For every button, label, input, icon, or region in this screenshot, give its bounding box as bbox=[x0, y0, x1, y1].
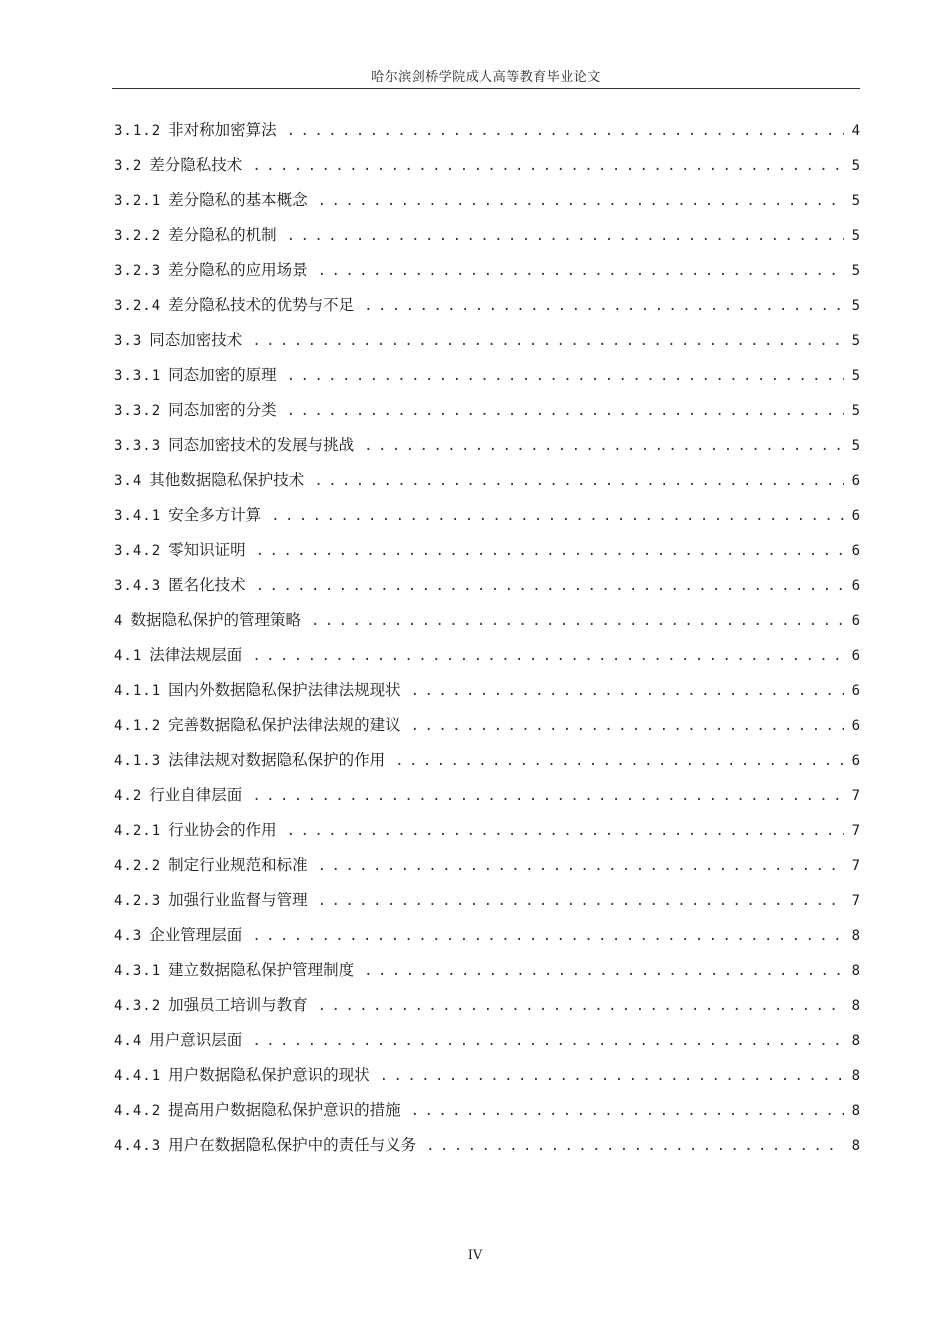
toc-entry-title: 非对称加密算法 bbox=[168, 121, 277, 139]
toc-entry-page: 6 bbox=[851, 613, 860, 629]
toc-entry[interactable] bbox=[114, 886, 860, 921]
toc-entry[interactable] bbox=[114, 291, 860, 326]
toc-dot-leader bbox=[287, 362, 844, 390]
toc-entry-number: 4.2.3 bbox=[114, 893, 162, 909]
toc-entry-page: 6 bbox=[851, 543, 860, 559]
toc-dot-leader bbox=[252, 1027, 843, 1055]
toc-entry[interactable] bbox=[114, 361, 860, 396]
toc-entry-number: 4.2.1 bbox=[114, 823, 162, 839]
toc-entry-title: 差分隐私的机制 bbox=[168, 226, 277, 244]
toc-dot-leader bbox=[364, 432, 843, 460]
toc-dot-leader bbox=[364, 292, 843, 320]
running-header: 哈尔滨剑桥学院成人高等教育毕业论文 bbox=[371, 70, 601, 85]
toc-dot-leader bbox=[318, 992, 844, 1020]
toc-entry-title: 用户意识层面 bbox=[149, 1031, 243, 1049]
toc-dot-leader bbox=[287, 117, 844, 145]
toc-entry[interactable] bbox=[114, 816, 860, 851]
toc-entry-page: 8 bbox=[851, 963, 860, 979]
toc-entry[interactable] bbox=[114, 396, 860, 431]
toc-entry-number: 3.4.3 bbox=[114, 578, 162, 594]
toc-entry-number: 4.1.2 bbox=[114, 718, 162, 734]
toc-entry[interactable] bbox=[114, 1131, 860, 1166]
toc-entry[interactable] bbox=[114, 1026, 860, 1061]
toc-entry-page: 6 bbox=[851, 753, 860, 769]
toc-dot-leader bbox=[271, 502, 843, 530]
toc-entry-page: 5 bbox=[851, 228, 860, 244]
toc-entry-title: 差分隐私技术的优势与不足 bbox=[168, 296, 355, 314]
toc-entry-page: 8 bbox=[851, 1033, 860, 1049]
toc-entry-title: 加强员工培训与教育 bbox=[168, 996, 308, 1014]
toc-entry[interactable] bbox=[114, 991, 860, 1026]
toc-entry-title: 行业协会的作用 bbox=[168, 821, 277, 839]
toc-entry-title: 差分隐私的应用场景 bbox=[168, 261, 308, 279]
toc-entry-number: 4.4 bbox=[114, 1033, 143, 1049]
toc-dot-leader bbox=[318, 187, 844, 215]
toc-dot-leader bbox=[314, 467, 843, 495]
toc-entry-title: 其他数据隐私保护技术 bbox=[149, 471, 305, 489]
toc-entry-title: 安全多方计算 bbox=[168, 506, 262, 524]
toc-entry[interactable] bbox=[114, 711, 860, 746]
toc-dot-leader bbox=[411, 677, 844, 705]
toc-dot-leader bbox=[318, 887, 844, 915]
toc-entry-number: 3.4 bbox=[114, 473, 143, 489]
toc-entry[interactable] bbox=[114, 221, 860, 256]
toc-dot-leader bbox=[256, 572, 844, 600]
toc-entry-title: 行业自律层面 bbox=[149, 786, 243, 804]
toc-entry-title: 加强行业监督与管理 bbox=[168, 891, 308, 909]
toc-entry-page: 8 bbox=[851, 928, 860, 944]
toc-entry-page: 7 bbox=[851, 858, 860, 874]
toc-entry-title: 完善数据隐私保护法律法规的建议 bbox=[168, 716, 401, 734]
toc-dot-leader bbox=[252, 327, 843, 355]
toc-entry-page: 6 bbox=[851, 718, 860, 734]
toc-entry-page: 5 bbox=[851, 333, 860, 349]
toc-entry[interactable] bbox=[114, 746, 860, 781]
toc-entry[interactable] bbox=[114, 431, 860, 466]
toc-dot-leader bbox=[287, 817, 844, 845]
toc-entry-number: 4.1.3 bbox=[114, 753, 162, 769]
toc-entry-number: 4.4.2 bbox=[114, 1103, 162, 1119]
toc-entry-number: 4.1 bbox=[114, 648, 143, 664]
toc-entry-title: 制定行业规范和标准 bbox=[168, 856, 308, 874]
toc-entry-page: 6 bbox=[851, 473, 860, 489]
toc-entry-number: 4 bbox=[114, 613, 124, 629]
toc-entry[interactable] bbox=[114, 571, 860, 606]
toc-entry-title: 同态加密技术的发展与挑战 bbox=[168, 436, 355, 454]
toc-dot-leader bbox=[426, 1132, 843, 1160]
toc-entry-number: 4.2 bbox=[114, 788, 143, 804]
toc-entry-page: 5 bbox=[851, 158, 860, 174]
toc-entry[interactable] bbox=[114, 851, 860, 886]
toc-entry-number: 3.4.2 bbox=[114, 543, 162, 559]
toc-dot-leader bbox=[287, 222, 844, 250]
toc-entry-number: 4.1.1 bbox=[114, 683, 162, 699]
toc-entry-number: 3.2.3 bbox=[114, 263, 162, 279]
toc-entry[interactable] bbox=[114, 1061, 860, 1096]
toc-entry-title: 用户数据隐私保护意识的现状 bbox=[168, 1066, 370, 1084]
toc-entry[interactable] bbox=[114, 921, 860, 956]
toc-entry-title: 法律法规对数据隐私保护的作用 bbox=[168, 751, 386, 769]
toc-entry[interactable] bbox=[114, 781, 860, 816]
toc-dot-leader bbox=[318, 852, 844, 880]
toc-entry-page: 6 bbox=[851, 578, 860, 594]
toc-entry-number: 4.3.2 bbox=[114, 998, 162, 1014]
toc-entry-page: 7 bbox=[851, 823, 860, 839]
toc-entry-number: 3.2.2 bbox=[114, 228, 162, 244]
toc-entry-number: 3.2.1 bbox=[114, 193, 162, 209]
toc-entry-page: 5 bbox=[851, 298, 860, 314]
toc-dot-leader bbox=[252, 922, 843, 950]
toc-dot-leader bbox=[411, 712, 844, 740]
toc-entry-title: 同态加密的分类 bbox=[168, 401, 277, 419]
toc-dot-leader bbox=[252, 152, 843, 180]
toc-entry-number: 3.2 bbox=[114, 158, 143, 174]
toc-entry-page: 5 bbox=[851, 438, 860, 454]
toc-entry-number: 4.3.1 bbox=[114, 963, 162, 979]
toc-entry-title: 数据隐私保护的管理策略 bbox=[130, 611, 301, 629]
toc-entry-number: 4.3 bbox=[114, 928, 143, 944]
toc-entry-page: 6 bbox=[851, 683, 860, 699]
toc-entry-page: 8 bbox=[851, 1103, 860, 1119]
toc-entry-title: 建立数据隐私保护管理制度 bbox=[168, 961, 355, 979]
toc-entry-title: 同态加密技术 bbox=[149, 331, 243, 349]
toc-entry[interactable] bbox=[114, 536, 860, 571]
toc-entry-number: 4.2.2 bbox=[114, 858, 162, 874]
toc-entry-title: 差分隐私的基本概念 bbox=[168, 191, 308, 209]
toc-dot-leader bbox=[395, 747, 843, 775]
toc-dot-leader bbox=[411, 1097, 844, 1125]
toc-entry[interactable] bbox=[114, 501, 860, 536]
toc-entry-page: 7 bbox=[851, 893, 860, 909]
toc-entry-number: 3.3.1 bbox=[114, 368, 162, 384]
toc-entry-title: 企业管理层面 bbox=[149, 926, 243, 944]
toc-dot-leader bbox=[380, 1062, 844, 1090]
toc-entry[interactable] bbox=[114, 186, 860, 221]
toc-entry-number: 3.3.3 bbox=[114, 438, 162, 454]
toc-entry-number: 3.3 bbox=[114, 333, 143, 349]
toc-entry-number: 3.2.4 bbox=[114, 298, 162, 314]
toc-entry-title: 差分隐私技术 bbox=[149, 156, 243, 174]
toc-entry[interactable] bbox=[114, 116, 860, 151]
toc-entry[interactable] bbox=[114, 1096, 860, 1131]
toc-entry-number: 3.3.2 bbox=[114, 403, 162, 419]
toc-entry-page: 6 bbox=[851, 508, 860, 524]
toc-entry[interactable] bbox=[114, 606, 860, 641]
toc-entry[interactable] bbox=[114, 256, 860, 291]
toc-dot-leader bbox=[287, 397, 844, 425]
toc-entry-page: 8 bbox=[851, 1068, 860, 1084]
toc-entry-page: 6 bbox=[851, 648, 860, 664]
toc-entry-number: 4.4.3 bbox=[114, 1138, 162, 1154]
toc-entry-title: 零知识证明 bbox=[168, 541, 246, 559]
toc-dot-leader bbox=[252, 782, 843, 810]
toc-entry-page: 5 bbox=[851, 368, 860, 384]
toc-entry-page: 8 bbox=[851, 998, 860, 1014]
toc-dot-leader bbox=[318, 257, 844, 285]
toc-entry-number: 3.4.1 bbox=[114, 508, 162, 524]
toc-entry-page: 5 bbox=[851, 403, 860, 419]
toc-entry-title: 国内外数据隐私保护法律法规现状 bbox=[168, 681, 401, 699]
toc-entry-page: 5 bbox=[851, 193, 860, 209]
toc-entry-title: 同态加密的原理 bbox=[168, 366, 277, 384]
toc-entry-title: 匿名化技术 bbox=[168, 576, 246, 594]
toc-entry[interactable] bbox=[114, 326, 860, 361]
toc-entry[interactable] bbox=[114, 641, 860, 676]
toc-dot-leader bbox=[311, 607, 844, 635]
toc-entry[interactable] bbox=[114, 466, 860, 501]
toc-entry-number: 3.1.2 bbox=[114, 123, 162, 139]
toc-entry[interactable] bbox=[114, 956, 860, 991]
header-rule bbox=[112, 88, 860, 89]
toc-entry[interactable] bbox=[114, 151, 860, 186]
toc-entry-title: 用户在数据隐私保护中的责任与义务 bbox=[168, 1136, 417, 1154]
toc-entry-title: 提高用户数据隐私保护意识的措施 bbox=[168, 1101, 401, 1119]
toc-dot-leader bbox=[252, 642, 843, 670]
table-of-contents bbox=[114, 116, 860, 1166]
page-number: IV bbox=[467, 1248, 483, 1263]
toc-dot-leader bbox=[364, 957, 843, 985]
toc-entry-page: 8 bbox=[851, 1138, 860, 1154]
toc-entry-title: 法律法规层面 bbox=[149, 646, 243, 664]
toc-dot-leader bbox=[256, 537, 844, 565]
toc-entry-page: 4 bbox=[851, 123, 860, 139]
toc-entry-page: 7 bbox=[851, 788, 860, 804]
toc-entry[interactable] bbox=[114, 676, 860, 711]
toc-entry-number: 4.4.1 bbox=[114, 1068, 162, 1084]
toc-entry-page: 5 bbox=[851, 263, 860, 279]
